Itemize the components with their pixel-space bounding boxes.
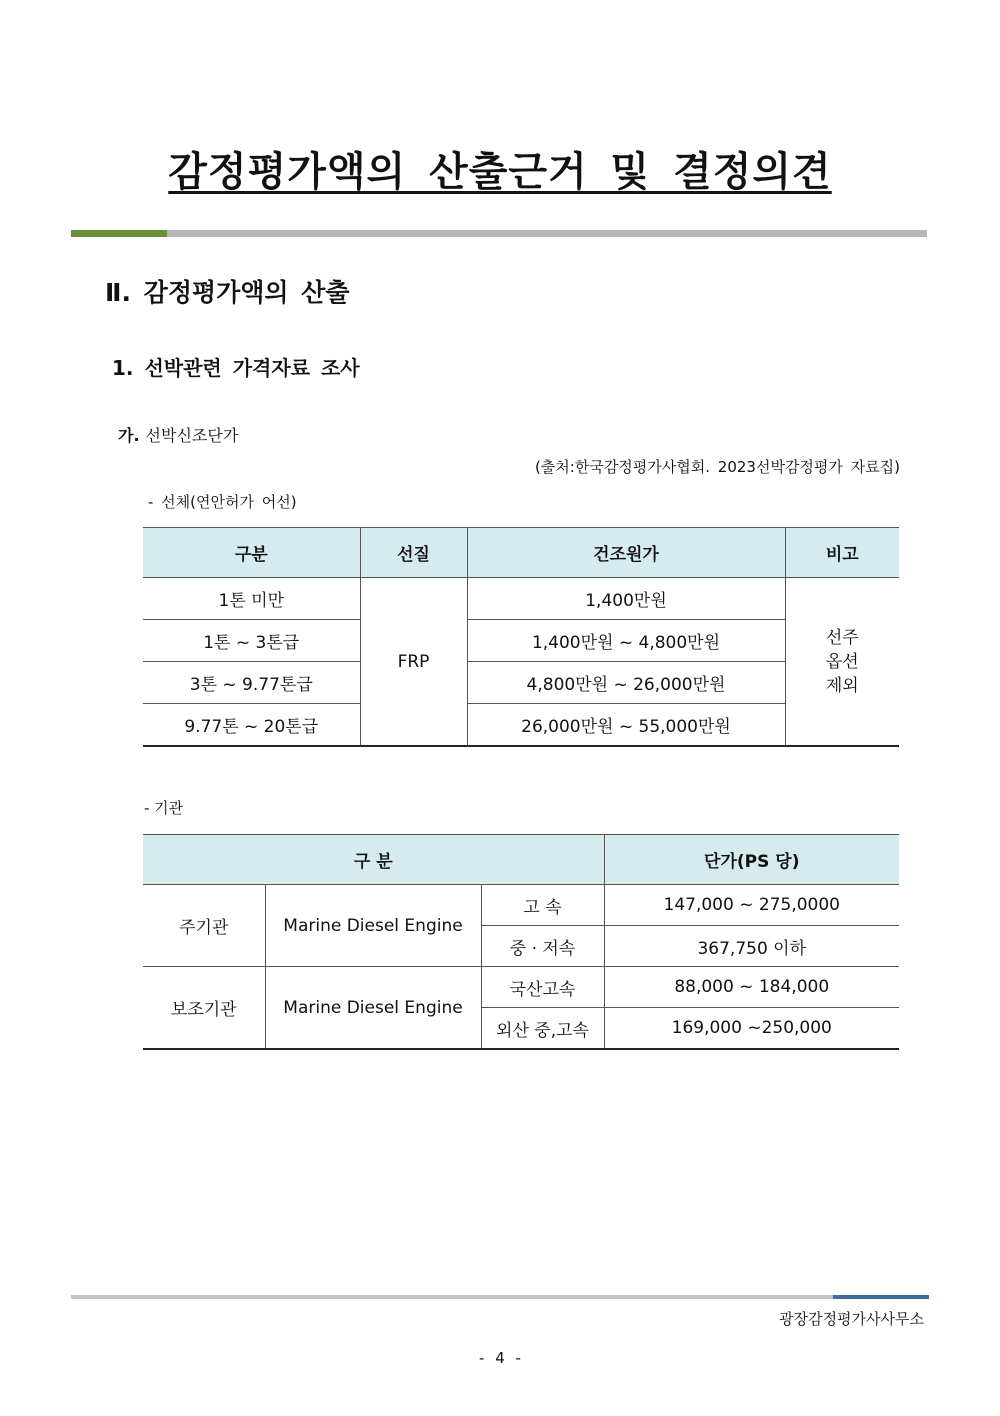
cell-speed: 국산고속	[481, 967, 604, 1008]
cell-speed: 고 속	[481, 885, 604, 926]
header-category: 구 분	[143, 835, 604, 885]
cell-engine-group: 보조기관	[143, 967, 265, 1050]
cell-cost: 26,000만원 ~ 55,000만원	[467, 704, 785, 747]
title-rule	[167, 230, 927, 237]
hull-price-table	[143, 527, 899, 747]
cell-engine-type: Marine Diesel Engine	[265, 885, 481, 967]
title-rule-accent	[71, 230, 167, 237]
header-unit-price: 단가(PS 당)	[604, 835, 899, 885]
footer-rule-accent	[833, 1295, 929, 1299]
cell-category: 9.77톤 ~ 20톤급	[143, 704, 360, 747]
sub-heading: 1. 선박관련 가격자료 조사	[112, 356, 360, 380]
header-category: 구분	[143, 528, 360, 578]
cell-category: 1톤 ~ 3톤급	[143, 620, 360, 662]
item-heading	[118, 423, 238, 446]
table-row	[143, 885, 899, 926]
page-number: - 4 -	[479, 1349, 521, 1367]
cell-price: 88,000 ~ 184,000	[604, 967, 899, 1008]
cell-category: 3톤 ~ 9.77톤급	[143, 662, 360, 704]
cell-cost: 1,400만원	[467, 578, 785, 620]
header-cost: 건조원가	[467, 528, 785, 578]
cell-engine-group: 주기관	[143, 885, 265, 967]
item-text: 선박신조단가	[145, 426, 239, 445]
table-header-row	[143, 835, 899, 885]
cell-note: 선주 옵션 제외	[785, 578, 899, 747]
item-mark: 가.	[118, 426, 140, 445]
cell-engine-type: Marine Diesel Engine	[265, 967, 481, 1050]
table-row	[143, 967, 899, 1008]
cell-cost: 1,400만원 ~ 4,800만원	[467, 620, 785, 662]
footer-office-name: 광장감정평가사사무소	[779, 1310, 924, 1328]
cell-category: 1톤 미만	[143, 578, 360, 620]
cell-price: 367,750 이하	[604, 926, 899, 967]
section-heading: Ⅱ. 감정평가액의 산출	[105, 278, 350, 307]
cell-price: 147,000 ~ 275,0000	[604, 885, 899, 926]
source-note: (출처:한국감정평가사협회. 2023선박감정평가 자료집)	[534, 458, 900, 476]
table-header-row	[143, 528, 899, 578]
header-material: 선질	[360, 528, 467, 578]
table-row	[143, 578, 899, 620]
cell-material: FRP	[360, 578, 467, 747]
hull-caption: - 선체(연안허가 어선)	[148, 493, 297, 511]
cell-price: 169,000 ~250,000	[604, 1008, 899, 1050]
footer-rule	[71, 1295, 833, 1299]
cell-cost: 4,800만원 ~ 26,000만원	[467, 662, 785, 704]
cell-speed: 중 · 저속	[481, 926, 604, 967]
engine-caption: - 기관	[144, 799, 184, 817]
engine-price-table	[143, 834, 899, 1050]
header-note: 비고	[785, 528, 899, 578]
cell-speed: 외산 중,고속	[481, 1008, 604, 1050]
document-title: 감정평가액의 산출근거 및 결정의견	[168, 149, 832, 195]
